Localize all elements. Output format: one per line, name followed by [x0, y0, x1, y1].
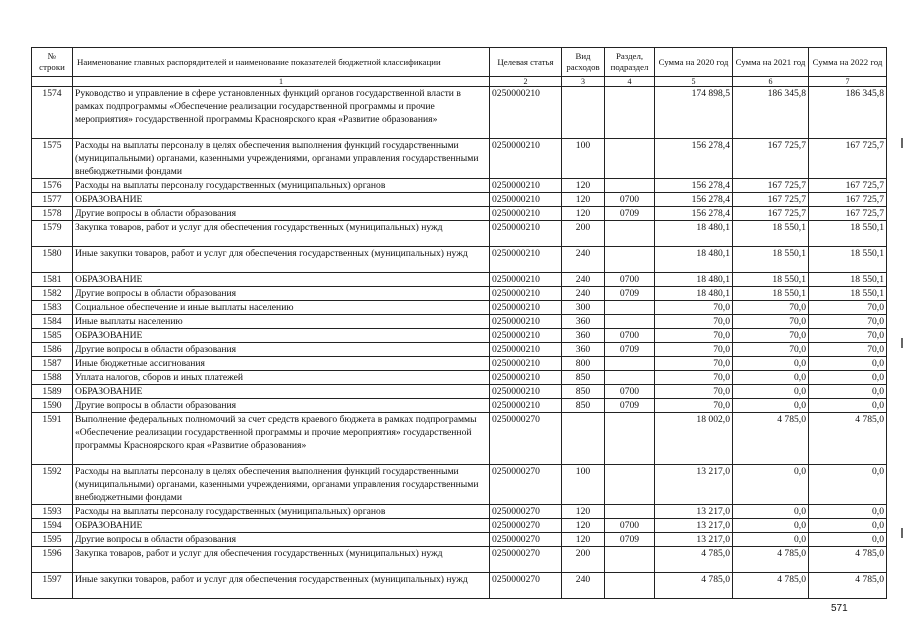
table-row: [32, 371, 887, 385]
cell-sum-2020: 156 278,4: [655, 193, 733, 207]
cell-target-code: 0250000210: [490, 385, 562, 399]
cell-row-no: 1597: [32, 573, 73, 599]
cell-expense-type: [562, 87, 605, 139]
cell-expense-type: 240: [562, 287, 605, 301]
cell-section: [605, 221, 655, 247]
cell-target-code: 0250000210: [490, 179, 562, 193]
cell-sum-2021: 18 550,1: [733, 287, 809, 301]
cell-sum-2022: 0,0: [809, 357, 887, 371]
cell-name: Другие вопросы в области образования: [73, 399, 490, 413]
cell-name: Иные выплаты населению: [73, 315, 490, 329]
cell-sum-2021: 0,0: [733, 505, 809, 519]
cell-sum-2020: 70,0: [655, 301, 733, 315]
table-row: [32, 547, 887, 573]
header-name: Наименование главных распорядителей и наименование показателей бюджетной классификации: [73, 48, 490, 77]
cell-target-code: 0250000270: [490, 547, 562, 573]
cell-section: [605, 247, 655, 273]
cell-sum-2021: 0,0: [733, 371, 809, 385]
table-row: [32, 287, 887, 301]
cell-sum-2022: 0,0: [809, 505, 887, 519]
cell-row-no: 1581: [32, 273, 73, 287]
cell-target-code: 0250000210: [490, 357, 562, 371]
cell-target-code: 0250000210: [490, 301, 562, 315]
table-row: [32, 533, 887, 547]
scan-edge-mark: [901, 528, 903, 538]
cell-name: Иные закупки товаров, работ и услуг для обеспечения государственных (муниципальных) нужд: [73, 247, 490, 273]
table-row: [32, 413, 887, 465]
cell-sum-2021: 18 550,1: [733, 221, 809, 247]
cell-row-no: 1579: [32, 221, 73, 247]
cell-section: 0709: [605, 207, 655, 221]
cell-section: 0709: [605, 343, 655, 357]
cell-row-no: 1587: [32, 357, 73, 371]
cell-sum-2022: 0,0: [809, 371, 887, 385]
cell-name: Закупка товаров, работ и услуг для обеспечения государственных (муниципальных) нужд: [73, 547, 490, 573]
col-number: 2: [490, 77, 562, 87]
cell-sum-2021: 167 725,7: [733, 207, 809, 221]
cell-sum-2022: 0,0: [809, 465, 887, 505]
table-row: [32, 519, 887, 533]
cell-name: Социальное обеспечение и иные выплаты населению: [73, 301, 490, 315]
cell-expense-type: 120: [562, 505, 605, 519]
cell-name: Закупка товаров, работ и услуг для обеспечения государственных (муниципальных) нужд: [73, 221, 490, 247]
header-expense-type: Вид расходов: [562, 48, 605, 77]
cell-expense-type: 360: [562, 343, 605, 357]
cell-section: 0700: [605, 519, 655, 533]
cell-target-code: 0250000210: [490, 315, 562, 329]
table-row: [32, 247, 887, 273]
cell-target-code: 0250000270: [490, 413, 562, 465]
cell-name: Иные закупки товаров, работ и услуг для обеспечения государственных (муниципальных) нужд: [73, 573, 490, 599]
budget-table: [31, 47, 887, 599]
cell-expense-type: 300: [562, 301, 605, 315]
cell-row-no: 1588: [32, 371, 73, 385]
cell-sum-2021: 18 550,1: [733, 273, 809, 287]
cell-row-no: 1593: [32, 505, 73, 519]
cell-target-code: 0250000210: [490, 87, 562, 139]
column-number-row: [32, 77, 887, 87]
budget-table-page: [31, 47, 886, 599]
cell-expense-type: 120: [562, 179, 605, 193]
scan-edge-mark: [901, 138, 903, 148]
header-sum-2020: Сумма на 2020 год: [655, 48, 733, 77]
cell-sum-2022: 4 785,0: [809, 413, 887, 465]
table-row: [32, 385, 887, 399]
header-row-no: № строки: [32, 48, 73, 77]
cell-section: [605, 465, 655, 505]
cell-sum-2022: 4 785,0: [809, 573, 887, 599]
cell-sum-2020: 4 785,0: [655, 547, 733, 573]
cell-row-no: 1583: [32, 301, 73, 315]
cell-sum-2021: 70,0: [733, 343, 809, 357]
cell-sum-2022: 70,0: [809, 301, 887, 315]
cell-sum-2022: 18 550,1: [809, 287, 887, 301]
cell-name: Руководство и управление в сфере установленных функций органов государственной власти в рамках подпрограммы «Обеспечение реализации государственной программы и прочие мероприятия» государственной программы Красноярского края «Развитие образования»: [73, 87, 490, 139]
table-header-row: [32, 48, 887, 77]
cell-row-no: 1595: [32, 533, 73, 547]
cell-sum-2020: 70,0: [655, 357, 733, 371]
cell-sum-2022: 167 725,7: [809, 193, 887, 207]
table-row: [32, 139, 887, 179]
cell-sum-2020: 13 217,0: [655, 465, 733, 505]
cell-target-code: 0250000210: [490, 193, 562, 207]
cell-sum-2022: 0,0: [809, 533, 887, 547]
cell-section: [605, 505, 655, 519]
cell-row-no: 1585: [32, 329, 73, 343]
cell-target-code: 0250000210: [490, 399, 562, 413]
cell-sum-2022: 0,0: [809, 519, 887, 533]
cell-row-no: 1586: [32, 343, 73, 357]
scan-edge-mark: [901, 338, 903, 348]
cell-section: 0700: [605, 329, 655, 343]
header-sum-2021: Сумма на 2021 год: [733, 48, 809, 77]
cell-expense-type: 360: [562, 315, 605, 329]
cell-sum-2020: 70,0: [655, 371, 733, 385]
cell-row-no: 1577: [32, 193, 73, 207]
col-number: 1: [73, 77, 490, 87]
header-target: Целевая статья: [490, 48, 562, 77]
cell-sum-2021: 0,0: [733, 533, 809, 547]
cell-target-code: 0250000210: [490, 273, 562, 287]
cell-sum-2022: 0,0: [809, 399, 887, 413]
cell-section: 0700: [605, 385, 655, 399]
cell-expense-type: 850: [562, 399, 605, 413]
cell-name: Другие вопросы в области образования: [73, 287, 490, 301]
cell-target-code: 0250000210: [490, 207, 562, 221]
cell-expense-type: 120: [562, 207, 605, 221]
cell-sum-2022: 70,0: [809, 315, 887, 329]
table-row: [32, 329, 887, 343]
cell-expense-type: 240: [562, 573, 605, 599]
cell-expense-type: 100: [562, 139, 605, 179]
cell-sum-2022: 0,0: [809, 385, 887, 399]
cell-expense-type: 360: [562, 329, 605, 343]
cell-sum-2021: 4 785,0: [733, 547, 809, 573]
col-number: 3: [562, 77, 605, 87]
table-row: [32, 207, 887, 221]
cell-sum-2022: 18 550,1: [809, 273, 887, 287]
cell-row-no: 1575: [32, 139, 73, 179]
cell-sum-2021: 4 785,0: [733, 573, 809, 599]
cell-section: 0709: [605, 399, 655, 413]
cell-sum-2022: 167 725,7: [809, 179, 887, 193]
cell-name: Расходы на выплаты персоналу в целях обеспечения выполнения функций государственными (муниципальными) органами, казенными учреждениями, органами управления государственными внебюджетными фондами: [73, 139, 490, 179]
cell-sum-2020: 70,0: [655, 399, 733, 413]
cell-row-no: 1592: [32, 465, 73, 505]
cell-sum-2021: 70,0: [733, 315, 809, 329]
cell-name: Иные бюджетные ассигнования: [73, 357, 490, 371]
table-row: [32, 399, 887, 413]
cell-expense-type: 120: [562, 193, 605, 207]
cell-expense-type: 850: [562, 371, 605, 385]
cell-expense-type: 200: [562, 547, 605, 573]
cell-expense-type: 850: [562, 385, 605, 399]
cell-row-no: 1590: [32, 399, 73, 413]
col-number: [32, 77, 73, 87]
table-body: [32, 87, 887, 599]
cell-sum-2021: 186 345,8: [733, 87, 809, 139]
cell-sum-2020: 4 785,0: [655, 573, 733, 599]
cell-sum-2021: 70,0: [733, 329, 809, 343]
cell-section: [605, 371, 655, 385]
table-row: [32, 357, 887, 371]
cell-row-no: 1580: [32, 247, 73, 273]
cell-sum-2021: 167 725,7: [733, 139, 809, 179]
cell-name: Расходы на выплаты персоналу в целях обеспечения выполнения функций государственными (муниципальными) органами, казенными учреждениями, органами управления государственными внебюджетными фондами: [73, 465, 490, 505]
cell-expense-type: 120: [562, 533, 605, 547]
cell-sum-2021: 167 725,7: [733, 193, 809, 207]
cell-expense-type: 800: [562, 357, 605, 371]
cell-sum-2022: 167 725,7: [809, 139, 887, 179]
cell-name: ОБРАЗОВАНИЕ: [73, 329, 490, 343]
cell-target-code: 0250000210: [490, 329, 562, 343]
cell-sum-2022: 186 345,8: [809, 87, 887, 139]
col-number: 7: [809, 77, 887, 87]
cell-sum-2021: 18 550,1: [733, 247, 809, 273]
col-number: 6: [733, 77, 809, 87]
cell-expense-type: 240: [562, 247, 605, 273]
cell-section: [605, 357, 655, 371]
cell-sum-2020: 18 480,1: [655, 287, 733, 301]
page-number: 571: [831, 603, 848, 614]
cell-name: ОБРАЗОВАНИЕ: [73, 385, 490, 399]
cell-sum-2020: 70,0: [655, 329, 733, 343]
col-number: 5: [655, 77, 733, 87]
cell-name: Уплата налогов, сборов и иных платежей: [73, 371, 490, 385]
cell-target-code: 0250000210: [490, 247, 562, 273]
cell-expense-type: 240: [562, 273, 605, 287]
cell-section: [605, 179, 655, 193]
cell-row-no: 1596: [32, 547, 73, 573]
cell-expense-type: 120: [562, 519, 605, 533]
cell-section: 0700: [605, 193, 655, 207]
cell-sum-2020: 18 480,1: [655, 221, 733, 247]
col-number: 4: [605, 77, 655, 87]
cell-sum-2020: 13 217,0: [655, 533, 733, 547]
table-row: [32, 179, 887, 193]
cell-target-code: 0250000210: [490, 371, 562, 385]
cell-expense-type: [562, 413, 605, 465]
cell-section: [605, 87, 655, 139]
cell-target-code: 0250000210: [490, 343, 562, 357]
table-row: [32, 465, 887, 505]
cell-name: Другие вопросы в области образования: [73, 343, 490, 357]
cell-section: [605, 547, 655, 573]
header-section: Раздел, подраздел: [605, 48, 655, 77]
cell-sum-2020: 156 278,4: [655, 207, 733, 221]
table-row: [32, 193, 887, 207]
cell-sum-2020: 156 278,4: [655, 179, 733, 193]
cell-target-code: 0250000210: [490, 221, 562, 247]
cell-sum-2020: 156 278,4: [655, 139, 733, 179]
cell-section: [605, 315, 655, 329]
cell-sum-2020: 18 002,0: [655, 413, 733, 465]
cell-sum-2022: 70,0: [809, 343, 887, 357]
cell-section: [605, 573, 655, 599]
cell-sum-2022: 18 550,1: [809, 247, 887, 273]
cell-sum-2021: 0,0: [733, 519, 809, 533]
cell-sum-2020: 70,0: [655, 315, 733, 329]
cell-sum-2022: 70,0: [809, 329, 887, 343]
table-row: [32, 87, 887, 139]
cell-row-no: 1594: [32, 519, 73, 533]
table-row: [32, 221, 887, 247]
cell-target-code: 0250000270: [490, 505, 562, 519]
cell-sum-2021: 70,0: [733, 301, 809, 315]
cell-sum-2020: 18 480,1: [655, 247, 733, 273]
cell-target-code: 0250000270: [490, 533, 562, 547]
cell-section: 0709: [605, 533, 655, 547]
cell-name: Выполнение федеральных полномочий за счет средств краевого бюджета в рамках подпрограммы «Обеспечение реализации государственной программы и прочие мероприятия» государственной программы Красноярского края «Развитие образования»: [73, 413, 490, 465]
cell-name: ОБРАЗОВАНИЕ: [73, 273, 490, 287]
cell-name: ОБРАЗОВАНИЕ: [73, 193, 490, 207]
cell-name: Расходы на выплаты персоналу государственных (муниципальных) органов: [73, 505, 490, 519]
cell-sum-2022: 18 550,1: [809, 221, 887, 247]
cell-row-no: 1574: [32, 87, 73, 139]
cell-row-no: 1591: [32, 413, 73, 465]
cell-expense-type: 200: [562, 221, 605, 247]
cell-sum-2021: 4 785,0: [733, 413, 809, 465]
cell-row-no: 1578: [32, 207, 73, 221]
cell-sum-2020: 70,0: [655, 385, 733, 399]
table-row: [32, 343, 887, 357]
cell-sum-2021: 0,0: [733, 385, 809, 399]
cell-target-code: 0250000270: [490, 465, 562, 505]
cell-sum-2022: 4 785,0: [809, 547, 887, 573]
cell-section: 0700: [605, 273, 655, 287]
table-row: [32, 301, 887, 315]
cell-sum-2021: 0,0: [733, 357, 809, 371]
cell-row-no: 1576: [32, 179, 73, 193]
table-row: [32, 505, 887, 519]
cell-sum-2020: 18 480,1: [655, 273, 733, 287]
cell-section: [605, 301, 655, 315]
cell-target-code: 0250000210: [490, 139, 562, 179]
cell-name: ОБРАЗОВАНИЕ: [73, 519, 490, 533]
cell-sum-2021: 0,0: [733, 399, 809, 413]
cell-sum-2021: 167 725,7: [733, 179, 809, 193]
header-sum-2022: Сумма на 2022 год: [809, 48, 887, 77]
cell-sum-2020: 174 898,5: [655, 87, 733, 139]
cell-name: Расходы на выплаты персоналу государственных (муниципальных) органов: [73, 179, 490, 193]
cell-sum-2020: 70,0: [655, 343, 733, 357]
cell-row-no: 1584: [32, 315, 73, 329]
cell-sum-2020: 13 217,0: [655, 505, 733, 519]
cell-section: 0709: [605, 287, 655, 301]
table-row: [32, 315, 887, 329]
cell-section: [605, 413, 655, 465]
cell-section: [605, 139, 655, 179]
cell-sum-2022: 167 725,7: [809, 207, 887, 221]
cell-name: Другие вопросы в области образования: [73, 207, 490, 221]
cell-row-no: 1582: [32, 287, 73, 301]
table-row: [32, 273, 887, 287]
cell-sum-2021: 0,0: [733, 465, 809, 505]
cell-target-code: 0250000270: [490, 573, 562, 599]
cell-target-code: 0250000210: [490, 287, 562, 301]
cell-target-code: 0250000270: [490, 519, 562, 533]
cell-sum-2020: 13 217,0: [655, 519, 733, 533]
cell-expense-type: 100: [562, 465, 605, 505]
cell-name: Другие вопросы в области образования: [73, 533, 490, 547]
table-row: [32, 573, 887, 599]
cell-row-no: 1589: [32, 385, 73, 399]
